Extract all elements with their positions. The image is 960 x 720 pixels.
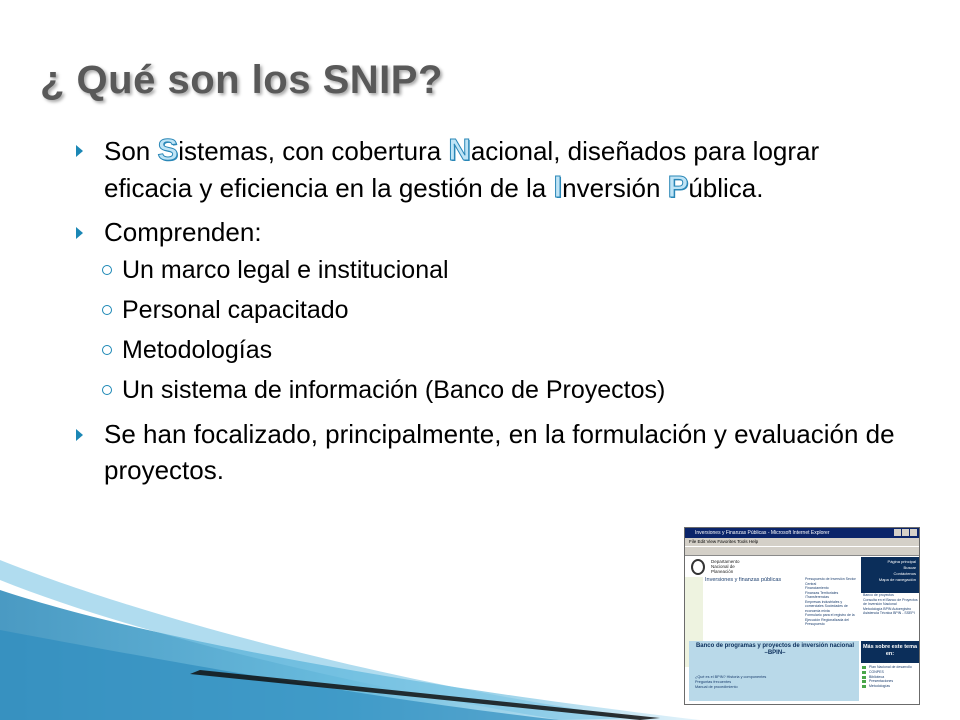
embedded-browser-screenshot	[684, 527, 920, 705]
sub-bullet-item: Personal capacitado	[72, 290, 902, 330]
section-title: Inversiones y finanzas públicas	[705, 577, 782, 583]
bpin-banner: Banco de programas y proyectos de inversión nacional –BPIN– ¿Qué es el BPIN? Historia y componentes Preguntas frecuentes Manual de procedimiento	[689, 641, 859, 701]
arrow-bullet-icon	[76, 227, 83, 239]
highlight-letter: I	[553, 169, 563, 204]
circle-bullet-icon	[102, 265, 112, 275]
sub-bullet-item: Un marco legal e institucional	[72, 250, 902, 290]
sub-bullet-item: Metodologías	[72, 330, 902, 370]
minimize-icon	[894, 529, 901, 536]
page-header	[685, 557, 861, 577]
page-links-right: Banco de proyectos Consulta en el Banco de Proyectos de Inversión Nacional Metodología BPIN Autoregistro Asistencia Técnica BPIN - SSEPI	[863, 593, 918, 615]
bullet-text: Se han focalizado, principalmente, en la formulación y evaluación de proyectos.	[104, 419, 895, 485]
logo-icon	[691, 559, 705, 575]
circle-bullet-icon	[102, 385, 112, 395]
circle-bullet-icon	[102, 345, 112, 355]
bullet-text: Comprenden:	[104, 217, 262, 247]
browser-toolbar	[685, 546, 919, 556]
bullet-item-comprenden	[72, 214, 902, 250]
bullet-item-definition	[72, 132, 902, 206]
bullet-item-focalizado	[72, 416, 902, 488]
arrow-bullet-icon	[76, 429, 83, 441]
more-topic-list: Plan Nacional de desarrollo CONPES Biblioteca Presentaciones Metodologías	[861, 665, 919, 689]
highlight-letter: N	[448, 132, 471, 167]
bullet-text: Son Sistemas, con cobertura Nacional, diseñados para lograr eficacia y eficiencia en la gestión de la Inversión Pública.	[104, 132, 820, 204]
browser-menu-bar: File Edit View Favorites Tools Help	[685, 538, 919, 546]
maximize-icon	[902, 529, 909, 536]
sub-bullet-item: Un sistema de información (Banco de Proyectos)	[72, 370, 902, 410]
circle-bullet-icon	[102, 305, 112, 315]
highlight-letter: P	[667, 169, 689, 204]
page-nav: Página principal Buscar Contáctenos Mapa de navegación	[861, 557, 919, 593]
close-icon	[910, 529, 917, 536]
browser-title-bar: Inversiones y Finanzas Públicas - Microsoft Internet Explorer	[685, 528, 919, 538]
more-topic-header: Más sobre este tema en:	[861, 641, 919, 663]
bullet-list	[72, 132, 902, 496]
arrow-bullet-icon	[76, 145, 83, 157]
browser-page	[685, 557, 919, 704]
slide-title: ¿ Qué son los SNIP?	[40, 58, 443, 102]
decorative-swoosh	[0, 560, 700, 720]
page-links-mid: Presupuesto de Inversión Sector Central Financiamiento Finanzas Territoriales /Transferencias Empresas industriales y comerciales Sociedades de economía mixta Formulario para el registro de la Ejecución Regionalizada del Presupuesto	[805, 577, 856, 626]
highlight-letter: S	[157, 132, 179, 167]
department-name: Departamento Nacional de Planeación	[711, 559, 740, 574]
